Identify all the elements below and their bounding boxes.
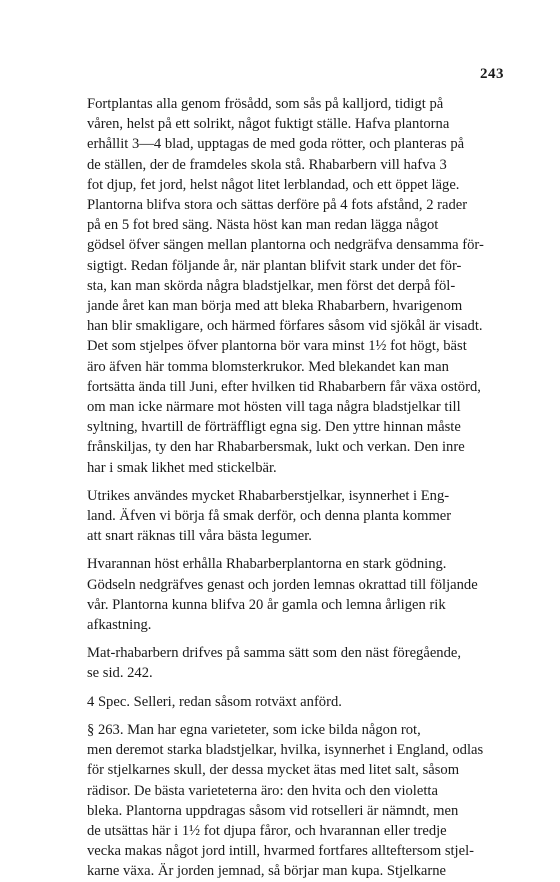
text-line: Gödseln nedgräfves genast och jorden lemnas okrattad till följande bbox=[87, 576, 478, 593]
text-line: att snart räknas till våra bästa legumer. bbox=[87, 528, 312, 545]
text-line: jande året kan man börja med att bleka Rhabarbern, hvarigenom bbox=[87, 298, 463, 315]
text-line: våren, helst på ett solrikt, något fuktigt ställe. Hafva plantorna bbox=[87, 116, 450, 133]
page-number: 243 bbox=[480, 66, 504, 82]
text-line: har i smak likhet med stickelbär. bbox=[87, 459, 277, 476]
text-line: fortsätta ända till Juni, efter hvilken tid Rhabarbern får växa ostörd, bbox=[87, 378, 481, 395]
text-line: karne växa. Är jorden jemnad, så börjar man kupa. Stjelkarne bbox=[87, 863, 447, 880]
heading-text: 4 Spec. Selleri, redan såsom rotväxt anförd. bbox=[87, 693, 342, 710]
text-line: han blir smakligare, och härmed förfares såsom vid sjökål är visadt. bbox=[87, 318, 483, 335]
text-line: fot djup, fet jord, helst något litet lerblandad, och ett öppet läge. bbox=[87, 176, 460, 193]
text-line: de utsättas här i 1½ fot djupa fåror, och hvarannan eller tredje bbox=[87, 822, 447, 839]
paragraph-3 bbox=[63, 554, 501, 635]
text-line: rädisor. De bästa varieteterna äro: den hvita och den violetta bbox=[87, 782, 438, 799]
paragraph-5 bbox=[63, 720, 501, 882]
text-line: sigtigt. Redan följande år, när plantan blifvit stark under det för- bbox=[87, 257, 462, 274]
text-line: Mat-rhabarbern drifves på samma sätt som den näst föregående, bbox=[87, 645, 462, 662]
paragraph-4 bbox=[63, 643, 501, 683]
text-line: vår. Plantorna kunna blifva 20 år gamla och lemna årligen rik bbox=[87, 596, 446, 613]
text-line: bleka. Plantorna uppdragas såsom vid rotselleri är nämndt, men bbox=[87, 802, 459, 819]
text-line: äro äfven här tomma blomsterkrukor. Med blekandet kan man bbox=[87, 358, 449, 375]
text-line: land. Äfven vi börja få smak derför, och denna planta kommer bbox=[87, 508, 452, 525]
text-line: se sid. 242. bbox=[87, 665, 153, 682]
text-line: på en 5 fot bred säng. Nästa höst kan man redan lägga något bbox=[87, 217, 439, 234]
text-line: afkastning. bbox=[87, 617, 152, 634]
section-heading bbox=[63, 692, 501, 712]
text-line: Det som stjelpes öfver plantorna bör vara minst 1½ fot högt, bäst bbox=[87, 338, 467, 355]
text-line: Plantorna blifva stora och sättas derföre på 4 fots afstånd, 2 rader bbox=[87, 197, 468, 214]
text-line: om man icke närmare mot hösten vill taga några bladstjelkar till bbox=[87, 399, 461, 416]
text-line: de ställen, der de framdeles skola stå. Rhabarbern vill hafva 3 bbox=[87, 156, 447, 173]
paragraph-1 bbox=[63, 94, 501, 478]
text-line: sta, kan man skörda några bladstjelkar, men först det derpå föl- bbox=[87, 277, 456, 294]
text-line: erhållit 3—4 blad, upptagas de med goda rötter, och planteras på bbox=[87, 136, 465, 153]
text-line: § 263. Man har egna varieteter, som icke bilda någon rot, bbox=[87, 721, 421, 738]
text-line: Utrikes användes mycket Rhabarberstjelkar, isynnerhet i Eng- bbox=[87, 487, 450, 504]
paragraph-2 bbox=[63, 486, 501, 547]
text-line: för stjelkarnes skull, der dessa mycket ätas med litet salt, såsom bbox=[87, 762, 460, 779]
text-line: Fortplantas alla genom frösådd, som sås på kalljord, tidigt på bbox=[87, 96, 444, 112]
text-line: vecka makas något jord intill, hvarmed fortfares allteftersom stjel- bbox=[87, 843, 475, 860]
text-line: men deremot starka bladstjelkar, hvilka, isynnerhet i England, odlas bbox=[87, 742, 484, 759]
text-block bbox=[63, 94, 501, 882]
text-line: frånskiljas, ty den har Rhabarbersmak, lukt och verkan. Den inre bbox=[87, 439, 465, 456]
text-line: gödsel öfver sängen mellan plantorna och nedgräfva densamma för- bbox=[87, 237, 484, 254]
text-line: Hvarannan höst erhålla Rhabarberplantorna en stark gödning. bbox=[87, 556, 447, 573]
text-line: syltning, hvartill de förträffligt egna sig. Den yttre hinnan måste bbox=[87, 419, 461, 436]
